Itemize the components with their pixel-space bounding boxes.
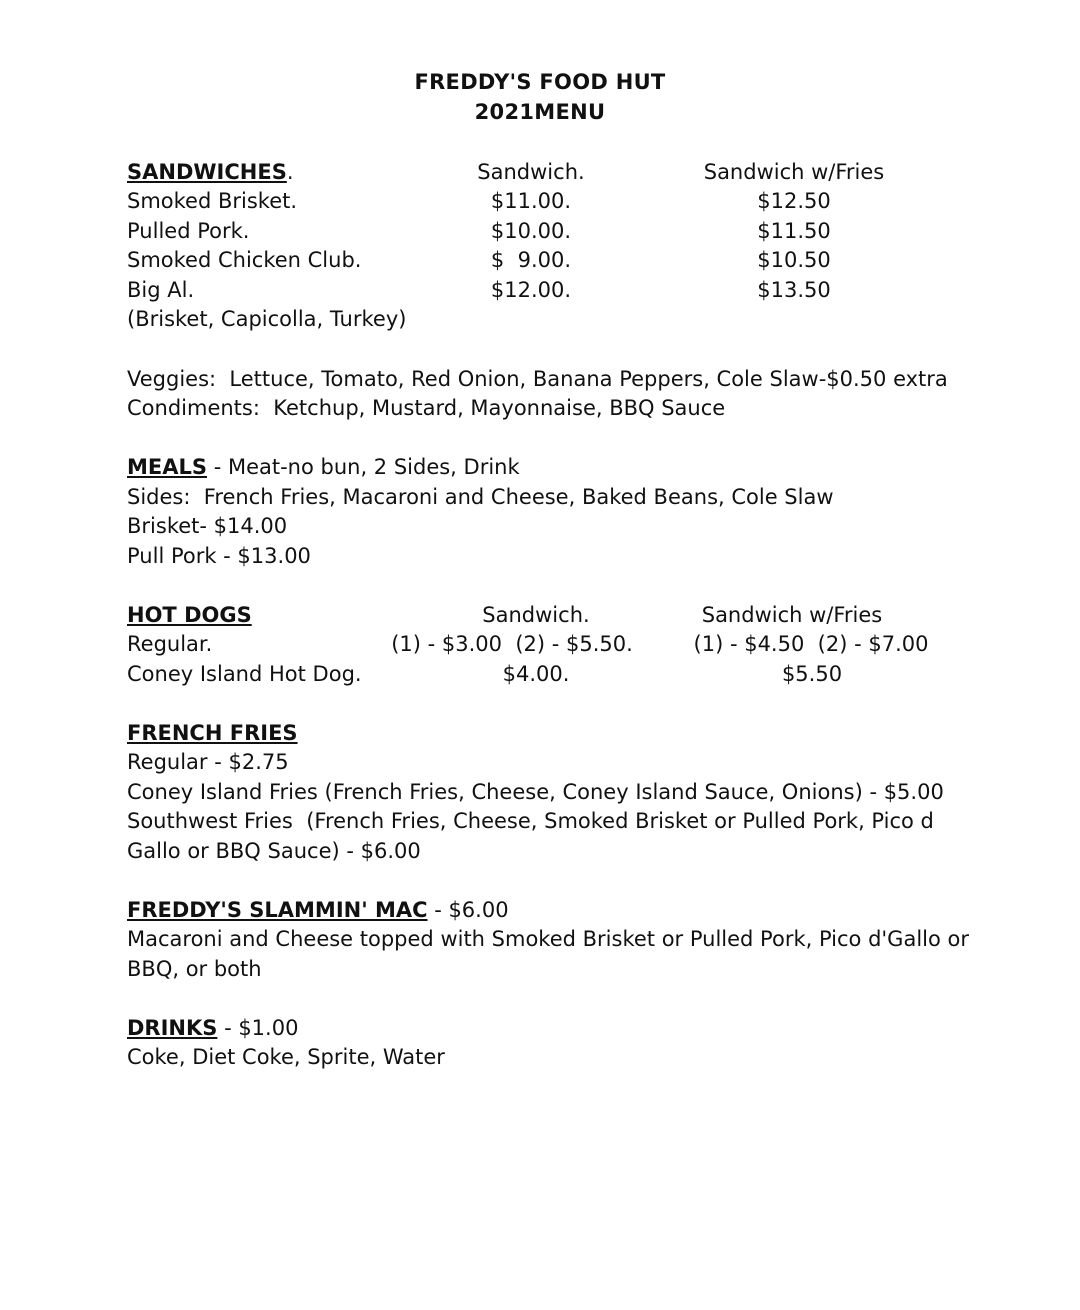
hot-dog-item-fries-price: (1) - $4.50 (2) - $7.00 — [693, 632, 929, 656]
sandwich-item-name: Big Al. — [127, 278, 195, 302]
drinks-heading-row — [127, 1014, 298, 1044]
meals-heading-suffix: - Meat-no bun, 2 Sides, Drink — [207, 455, 520, 479]
hot-dog-item-fries-price: $5.50 — [781, 662, 843, 686]
slammin-mac-line: BBQ, or both — [127, 957, 262, 981]
hot-dog-item-price: (1) - $3.00 (2) - $5.50. — [391, 632, 633, 656]
sandwich-item-fries-price: $10.50 — [757, 248, 831, 272]
sandwich-item-price: $12.00. — [490, 278, 572, 302]
sandwich-item-name: Pulled Pork. — [127, 219, 250, 243]
french-fries-line: Coney Island Fries (French Fries, Cheese, Coney Island Sauce, Onions) - $5.00 — [127, 780, 944, 804]
slammin-mac-heading-suffix: - $6.00 — [427, 898, 509, 922]
drinks-heading-suffix: - $1.00 — [217, 1016, 299, 1040]
french-fries-line: Regular - $2.75 — [127, 750, 289, 774]
french-fries-line: Gallo or BBQ Sauce) - $6.00 — [127, 839, 421, 863]
sandwich-item-price: $11.00. — [490, 189, 572, 213]
sandwiches-col-fries-label: Sandwich w/Fries — [703, 160, 885, 184]
sandwich-item-fries-price: $12.50 — [757, 189, 831, 213]
drinks-line: Coke, Diet Coke, Sprite, Water — [127, 1045, 445, 1069]
hot-dogs-heading: HOT DOGS — [127, 603, 252, 627]
meals-heading-row — [127, 453, 520, 483]
hot-dogs-col-sandwich-label: Sandwich. — [482, 603, 590, 627]
slammin-mac-heading-row — [127, 896, 509, 926]
menu-title: FREDDY'S FOOD HUT — [414, 70, 666, 94]
sandwiches-heading-row — [127, 158, 294, 188]
sandwich-item-price: $ 9.00. — [490, 248, 572, 272]
french-fries-heading: FRENCH FRIES — [127, 721, 298, 745]
french-fries-line: Southwest Fries (French Fries, Cheese, Smoked Brisket or Pulled Pork, Pico d — [127, 809, 934, 833]
meals-pull-pork: Pull Pork - $13.00 — [127, 544, 311, 568]
sandwich-item-name: Smoked Chicken Club. — [127, 248, 362, 272]
slammin-mac-line: Macaroni and Cheese topped with Smoked Brisket or Pulled Pork, Pico d'Gallo or — [127, 927, 969, 951]
condiments-line: Condiments: Ketchup, Mustard, Mayonnaise, BBQ Sauce — [127, 396, 726, 420]
hot-dog-item-name: Coney Island Hot Dog. — [127, 662, 362, 686]
french-fries-heading-row — [127, 719, 298, 749]
sandwiches-heading: SANDWICHES — [127, 160, 287, 184]
sandwich-item-name: Smoked Brisket. — [127, 189, 298, 213]
sandwich-item-fries-price: $11.50 — [757, 219, 831, 243]
veggies-line: Veggies: Lettuce, Tomato, Red Onion, Banana Peppers, Cole Slaw-$0.50 extra — [127, 367, 948, 391]
sandwich-item-fries-price: $13.50 — [757, 278, 831, 302]
sandwiches-heading-suffix: . — [286, 160, 294, 184]
hot-dog-item-name: Regular. — [127, 632, 213, 656]
hot-dogs-heading-row — [127, 601, 252, 631]
meals-heading: MEALS — [127, 455, 208, 479]
meals-brisket: Brisket- $14.00 — [127, 514, 288, 538]
sandwich-item-price: $10.00. — [490, 219, 572, 243]
slammin-mac-heading: FREDDY'S SLAMMIN' MAC — [127, 898, 428, 922]
drinks-heading: DRINKS — [127, 1016, 218, 1040]
sandwich-note: (Brisket, Capicolla, Turkey) — [127, 307, 407, 331]
hot-dogs-col-fries-label: Sandwich w/Fries — [701, 603, 883, 627]
menu-subtitle: 2021MENU — [474, 100, 606, 124]
hot-dog-item-price: $4.00. — [502, 662, 570, 686]
sandwiches-col-sandwich-label: Sandwich. — [477, 160, 585, 184]
meals-sides: Sides: French Fries, Macaroni and Cheese, Baked Beans, Cole Slaw — [127, 485, 834, 509]
